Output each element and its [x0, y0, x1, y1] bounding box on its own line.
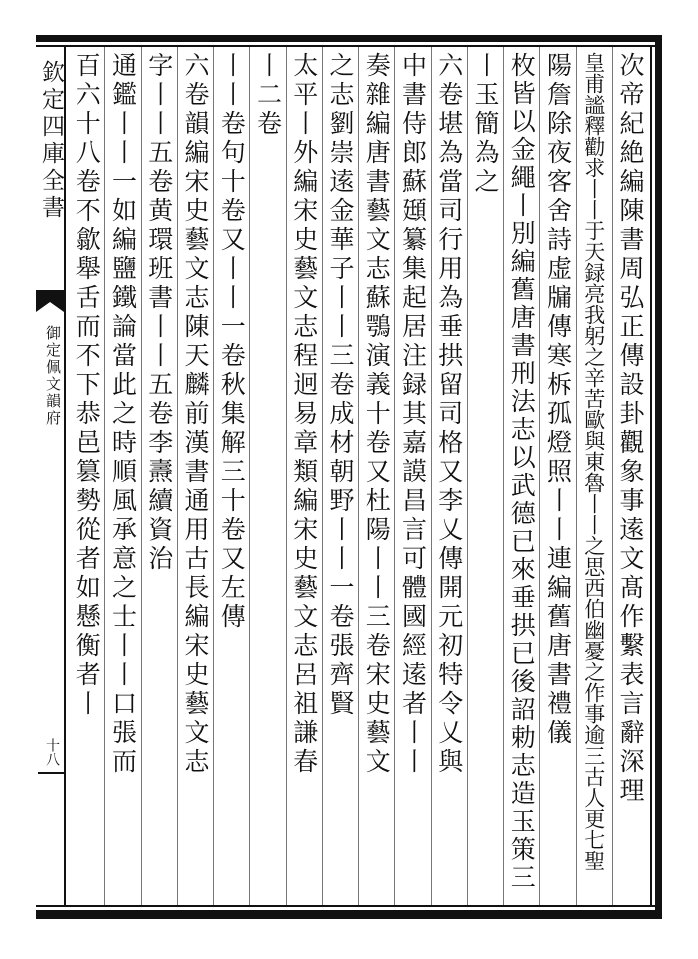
- text-column: 字丨丨五卷黄環班書丨丨五卷李燾續資治: [144, 52, 174, 574]
- column-divider: [322, 47, 323, 905]
- frame-top-border: [36, 35, 662, 42]
- text-column: 六卷韻編宋史藝文志陳天麟前漢書通用古長編宋史藝文志: [181, 52, 210, 777]
- text-column: 太平丨外編宋史藝文志程迥易章類編宋史藝文志呂祖謙春: [289, 52, 319, 777]
- frame-right-inner-border: [650, 45, 652, 907]
- column-divider: [503, 47, 504, 905]
- column-divider: [467, 47, 468, 905]
- column-divider: [612, 47, 613, 905]
- column-divider: [141, 47, 142, 905]
- text-column: 丨丨卷句十卷又丨丨一卷秋集解三十卷又左傳: [217, 52, 247, 632]
- text-column: 丨二卷: [253, 52, 283, 139]
- column-divider: [539, 47, 540, 905]
- text-column: 枚皆以金繩丨別編舊唐書刑法志以武德已來垂拱已後詔勅志造玉策三: [507, 52, 537, 892]
- frame-bottom-border: [36, 910, 662, 919]
- text-column: 次帝紀絶編陳書周弘正傳設卦觀象事逺文髙作繫表言辭深理: [616, 52, 645, 806]
- margin-column-rule: [64, 47, 66, 905]
- text-column: 中書侍郎蘇頲纂集起居注録其嘉謨昌言可體國經逺者丨丨: [398, 52, 428, 777]
- column-divider: [431, 47, 432, 905]
- column-divider: [177, 47, 178, 905]
- text-column: 奏雜編唐書藝文志蘇鶚演義十卷又杜陽丨丨三卷宋史藝文: [362, 52, 392, 777]
- column-divider: [576, 47, 577, 905]
- text-column: 之志劉崇逺金華子丨丨三卷成材朝野丨丨一卷張齊賢: [326, 52, 355, 719]
- column-divider: [394, 47, 395, 905]
- column-divider: [286, 47, 287, 905]
- text-column: 皇甫謐釋勸求丨丨于天録亮我躬之辛苦歐與東魯丨丨之思西伯幽憂之作事逾三古人更七聖: [581, 52, 606, 871]
- column-divider: [358, 47, 359, 905]
- text-column: 六卷堪為當司行用為垂拱留司格又李乂傳開元初特令乂與: [434, 52, 464, 777]
- column-divider: [213, 47, 214, 905]
- page-number: 十八: [44, 738, 60, 766]
- page-number-rule: [38, 772, 64, 774]
- text-column: 通鑑丨丨一如編鹽鐵論當此之時順風承意之士丨丨口張而: [108, 52, 138, 777]
- text-column: 百六十八卷不歙舉舌而不下恭邑篡勢從者如懸衡者丨: [72, 52, 102, 719]
- margin-book-title: 欽定四庫全書: [38, 60, 64, 222]
- column-divider: [104, 47, 105, 905]
- margin-volume-title: 御定佩文韻府: [44, 325, 62, 427]
- frame-top-inner-border: [36, 45, 662, 47]
- column-divider: [249, 47, 250, 905]
- text-column: 陽詹除夜客舍詩虚牖傳寒柝孤燈照丨丨連編舊唐書禮儀: [543, 52, 573, 748]
- fishtail-notch: [36, 302, 64, 312]
- frame-right-border: [655, 35, 662, 919]
- text-column: 丨玉簡為之: [471, 52, 500, 197]
- frame-bottom-inner-border: [36, 905, 662, 907]
